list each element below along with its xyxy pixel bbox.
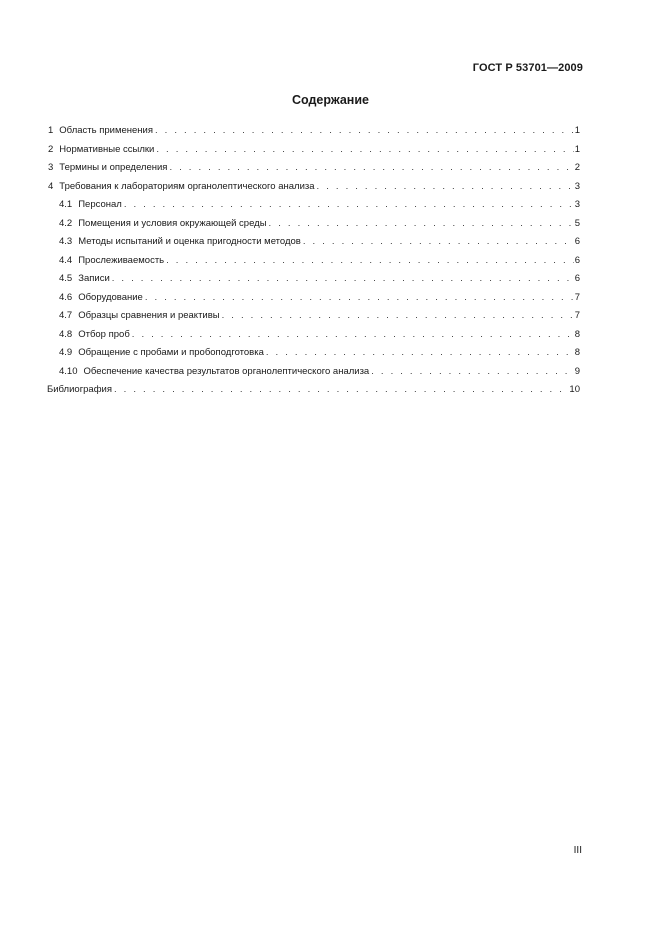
toc-leader-dots xyxy=(156,144,573,155)
toc-leader-dots xyxy=(145,292,574,303)
toc-entry-number: 2 xyxy=(48,143,54,155)
document-code: ГОСТ Р 53701—2009 xyxy=(472,62,583,74)
toc-entry-number: 4.2 xyxy=(59,217,73,229)
toc-entry-title: Записи xyxy=(78,273,110,284)
toc-entry-page: 5 xyxy=(574,217,580,229)
toc-entry-title: Оборудование xyxy=(78,291,143,303)
toc-entry-page: 7 xyxy=(574,291,580,303)
toc-entry-title: Область применения xyxy=(59,125,153,136)
toc-entry-title: Персонал xyxy=(78,199,122,210)
toc-entry-page: 9 xyxy=(574,365,580,377)
toc-subentry[interactable] xyxy=(48,329,580,348)
toc-entry-number: 4.7 xyxy=(59,310,73,321)
toc-entry-number: 3 xyxy=(48,162,54,173)
toc-leader-dots xyxy=(112,273,574,284)
toc-leader-dots xyxy=(269,218,574,229)
toc-entry-number: 1 xyxy=(48,125,54,136)
toc-entry-number: 4.4 xyxy=(59,254,73,266)
toc-subentry[interactable] xyxy=(48,236,580,255)
toc-entry-number: 4.1 xyxy=(59,199,73,210)
toc-subentry[interactable] xyxy=(48,347,580,366)
toc-leader-dots xyxy=(124,199,574,210)
toc-title: Содержание xyxy=(291,93,369,107)
toc-leader-dots xyxy=(303,236,574,247)
toc-entry[interactable] xyxy=(48,181,580,200)
toc-entry-title: Нормативные ссылки xyxy=(59,143,155,155)
toc-entry-title: Обращение с пробами и пробоподготовка xyxy=(78,347,264,358)
toc-entry-page: 8 xyxy=(574,347,580,358)
toc-entry[interactable] xyxy=(48,125,580,144)
toc-entry-page: 1 xyxy=(574,143,580,155)
toc-leader-dots xyxy=(166,255,574,266)
toc-entry-title: Методы испытаний и оценка пригодности методов xyxy=(78,236,301,247)
toc-entry-number: 4.6 xyxy=(59,291,73,303)
toc-entry[interactable] xyxy=(48,144,580,163)
toc-entry-title: Требования к лабораториям органолептического анализа xyxy=(59,180,315,192)
table-of-contents xyxy=(48,125,580,403)
toc-entry-page: 1 xyxy=(574,125,580,136)
toc-entry-page: 6 xyxy=(574,254,580,266)
toc-entry-bibliography[interactable] xyxy=(47,384,580,403)
toc-subentry[interactable] xyxy=(48,310,580,329)
toc-leader-dots xyxy=(222,310,574,321)
toc-subentry[interactable] xyxy=(48,199,580,218)
toc-entry-page: 3 xyxy=(574,180,580,192)
toc-leader-dots xyxy=(155,125,574,136)
toc-entry-page: 6 xyxy=(574,236,580,247)
page-number: III xyxy=(573,845,582,856)
toc-entry-title: Отбор проб xyxy=(78,328,130,340)
toc-entry-title: Помещения и условия окружающей среды xyxy=(78,217,267,229)
toc-subentry[interactable] xyxy=(48,292,580,311)
toc-leader-dots xyxy=(132,329,574,340)
toc-entry-page: 2 xyxy=(574,162,580,173)
toc-leader-dots xyxy=(317,181,574,192)
toc-entry-number: 4.10 xyxy=(59,365,78,377)
toc-entry-number: 4.8 xyxy=(59,328,73,340)
toc-leader-dots xyxy=(114,384,568,395)
toc-subentry[interactable] xyxy=(48,366,580,385)
toc-entry-number: 4.9 xyxy=(59,347,73,358)
toc-entry[interactable] xyxy=(48,162,580,181)
toc-subentry[interactable] xyxy=(48,255,580,274)
toc-entry-page: 8 xyxy=(574,328,580,340)
toc-entry-page: 10 xyxy=(569,384,580,395)
toc-subentry[interactable] xyxy=(48,273,580,292)
toc-entry-title: Обеспечение качества результатов органолептического анализа xyxy=(83,365,370,377)
toc-entry-page: 7 xyxy=(574,310,580,321)
toc-entry-number: 4 xyxy=(48,180,54,192)
toc-entry-page: 3 xyxy=(574,199,580,210)
toc-leader-dots xyxy=(266,347,574,358)
toc-entry-title: Прослеживаемость xyxy=(78,254,165,266)
toc-entry-title: Библиография xyxy=(47,384,112,395)
toc-entry-number: 4.3 xyxy=(59,236,73,247)
toc-entry-title: Образцы сравнения и реактивы xyxy=(78,310,220,321)
toc-entry-number: 4.5 xyxy=(59,273,73,284)
toc-entry-title: Термины и определения xyxy=(59,162,168,173)
toc-entry-page: 6 xyxy=(574,273,580,284)
toc-leader-dots xyxy=(371,366,573,377)
toc-subentry[interactable] xyxy=(48,218,580,237)
toc-leader-dots xyxy=(169,162,573,173)
